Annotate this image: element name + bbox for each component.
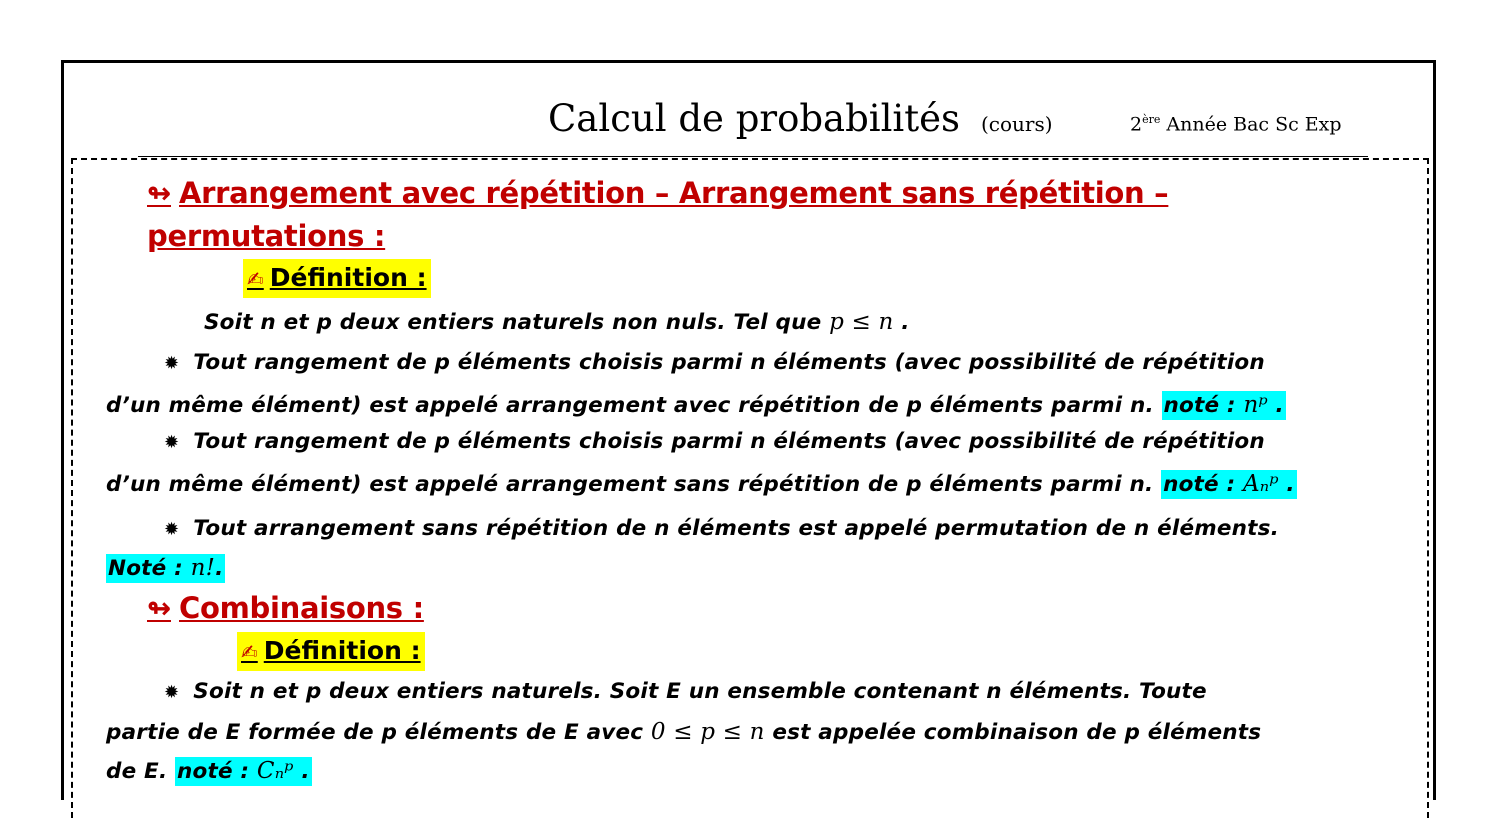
asterisk-bullet-icon: ✹ bbox=[164, 519, 180, 540]
intro-text: Soit n et p deux entiers naturels non nuls. Tel que bbox=[204, 310, 822, 335]
item3-note-math: n! bbox=[190, 555, 216, 581]
item1-line1 bbox=[164, 350, 1265, 375]
item3-line1 bbox=[164, 516, 1279, 541]
asterisk-bullet-icon: ✹ bbox=[164, 353, 180, 374]
item2-text1: Tout rangement de p éléments choisis parmi n éléments (avec possibilité de répétition bbox=[193, 429, 1265, 454]
section2-heading-text: Combinaisons : bbox=[179, 591, 424, 625]
definition-label-1 bbox=[243, 259, 431, 298]
item2-line2 bbox=[106, 471, 1297, 497]
intro-line: Soit n et p deux entiers naturels non nuls. Tel que p ≤ n . bbox=[204, 309, 910, 335]
comb-math: 0 ≤ p ≤ n bbox=[650, 719, 765, 745]
section2-heading bbox=[147, 591, 424, 625]
item2-text2: d’un même élément) est appelé arrangement sans répétition de p éléments parmi n. bbox=[106, 472, 1154, 497]
comb-line1 bbox=[164, 679, 1207, 704]
item1-text1: Tout rangement de p éléments choisis parmi n éléments (avec possibilité de répétition bbox=[193, 350, 1265, 375]
item1-text2: d’un même élément) est appelé arrangement avec répétition de p éléments parmi n. bbox=[106, 393, 1154, 418]
comb-text2b: est appelée combinaison de p éléments bbox=[772, 720, 1262, 745]
item2-note: noté : Aₙᵖ . bbox=[1163, 471, 1295, 497]
page-title: Calcul de probabilités bbox=[548, 97, 961, 140]
comb-text3: de E. bbox=[106, 759, 168, 784]
writing-hand-icon: ✍ bbox=[241, 640, 258, 664]
comb-text2a: partie de E formée de p éléments de E avec bbox=[106, 720, 644, 745]
comb-note-label: noté : bbox=[177, 759, 250, 784]
comb-line2 bbox=[106, 719, 1261, 745]
section1-heading bbox=[147, 176, 1168, 210]
definition-label-2 bbox=[237, 632, 425, 671]
comb-text1: Soit n et p deux entiers naturels. Soit E un ensemble contenant n éléments. Toute bbox=[193, 679, 1207, 704]
level-sup: ère bbox=[1142, 113, 1161, 126]
level-suffix: Année Bac Sc Exp bbox=[1160, 113, 1342, 136]
page-subtitle: (cours) bbox=[981, 112, 1053, 136]
intro-math: p ≤ n bbox=[829, 309, 894, 335]
item1-note-label: noté : bbox=[1163, 393, 1236, 418]
item3-note-label: Noté : bbox=[108, 556, 183, 581]
item2-line1 bbox=[164, 429, 1265, 454]
item2-note-label: noté : bbox=[1163, 472, 1236, 497]
curved-arrow-icon: ↬ bbox=[147, 591, 171, 625]
definition-text-1: Définition : bbox=[269, 263, 427, 292]
section1-heading-line2: permutations : bbox=[147, 219, 386, 253]
writing-hand-icon: ✍ bbox=[247, 267, 264, 291]
comb-line3 bbox=[106, 758, 312, 784]
comb-note: noté : Cₙᵖ . bbox=[177, 758, 310, 784]
comb-note-math: Cₙᵖ bbox=[256, 758, 294, 784]
level-prefix: 2 bbox=[1130, 113, 1143, 136]
asterisk-bullet-icon: ✹ bbox=[164, 432, 180, 453]
item2-note-math: Aₙᵖ bbox=[1243, 471, 1279, 497]
item1-note: noté : nᵖ . bbox=[1163, 392, 1284, 418]
item1-note-math: nᵖ bbox=[1243, 392, 1268, 418]
definition-text-2: Définition : bbox=[263, 636, 421, 665]
item1-line2 bbox=[106, 392, 1286, 418]
item3-note: Noté : n!. bbox=[108, 555, 224, 581]
curved-arrow-icon: ↬ bbox=[147, 176, 171, 210]
item3-line2 bbox=[106, 555, 225, 581]
item3-text1: Tout arrangement sans répétition de n éléments est appelé permutation de n éléments. bbox=[193, 516, 1279, 541]
section1-heading-line1: Arrangement avec répétition – Arrangement sans répétition – bbox=[179, 176, 1169, 210]
asterisk-bullet-icon: ✹ bbox=[164, 682, 180, 703]
